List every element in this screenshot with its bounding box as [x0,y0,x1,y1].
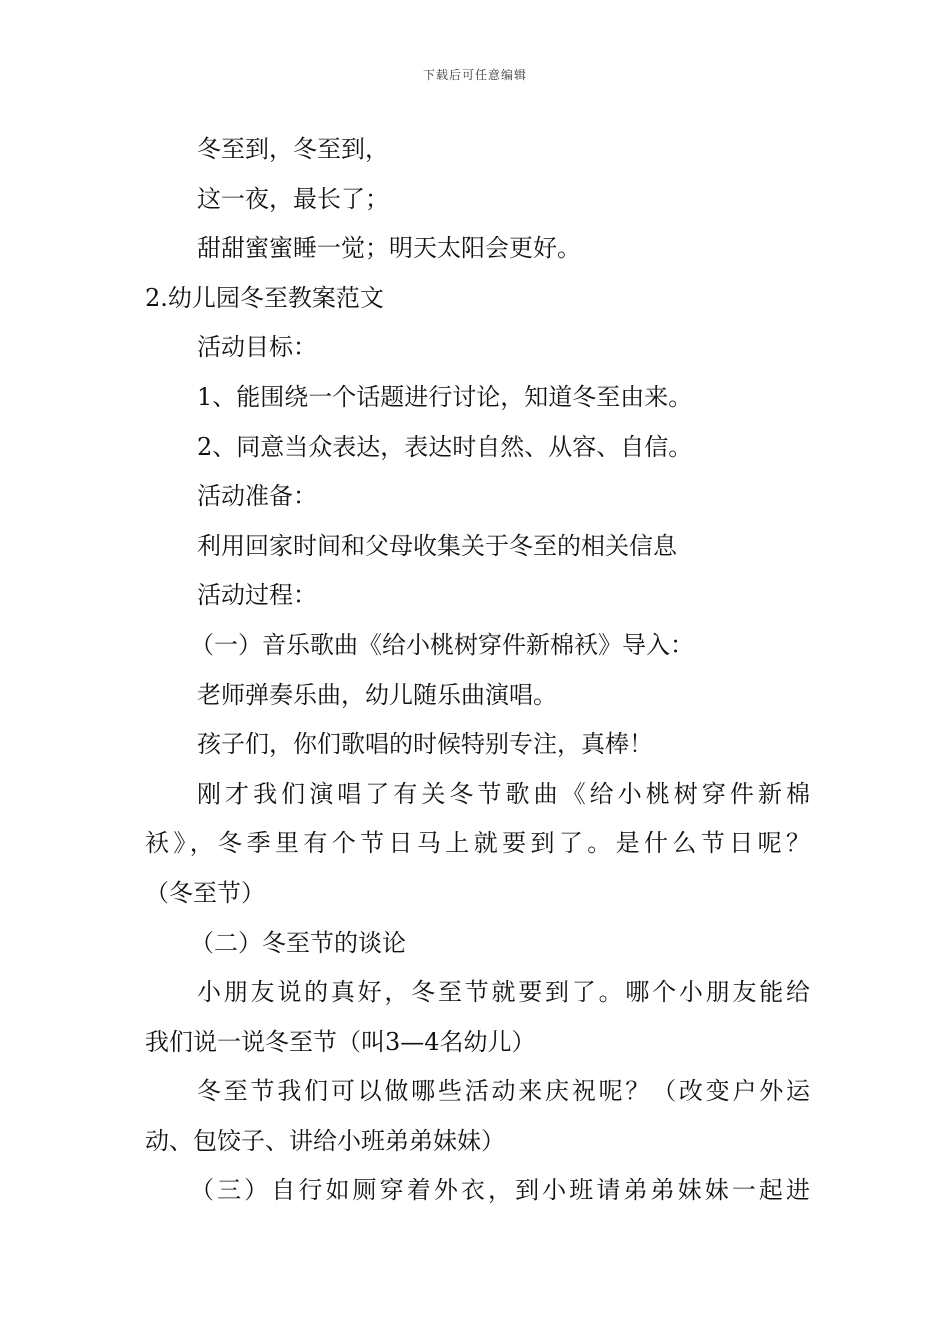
paragraph-line: 小朋友说的真好，冬至节就要到了。哪个小朋友能给 [197,978,810,1007]
step-heading: （一）音乐歌曲《给小桃树穿件新棉袄》导入： [190,630,694,659]
document-body [145,125,810,1216]
step-heading: （二）冬至节的谈论 [190,928,406,957]
paragraph-line: 我们说一说冬至节（叫3—4名幼儿） [145,1027,536,1056]
page-header: 下载后可任意编辑 [422,68,527,82]
paragraph-line: 孩子们，你们歌唱的时候特别专注，真棒！ [197,730,653,759]
paragraph-line: 动、包饺子、讲给小班弟弟妹妹） [145,1126,505,1155]
section-heading: 2.幼儿园冬至教案范文 [145,283,384,312]
step-heading: （三）自行如厕穿着外衣，到小班请弟弟妹妹一起进 [190,1176,810,1205]
paragraph-line: 老师弹奏乐曲，幼儿随乐曲演唱。 [197,680,557,709]
poem-line: 甜甜蜜蜜睡一觉；明天太阳会更好。 [197,234,581,263]
paragraph-line: 刚才我们演唱了有关冬节歌曲《给小桃树穿件新棉 [197,779,810,808]
poem-line: 冬至到，冬至到， [197,135,389,163]
objective-item: 2、同意当众表达，表达时自然、从容、自信。 [197,432,693,461]
paragraph-line: （冬至节） [145,878,265,907]
subheading-objectives: 活动目标： [197,333,317,362]
poem-line: 这一夜，最长了； [197,184,389,213]
paragraph-line: 冬至节我们可以做哪些活动来庆祝呢？（改变户外运 [197,1077,810,1106]
subheading-preparation: 活动准备： [197,482,317,511]
subheading-process: 活动过程： [197,581,317,610]
objective-item: 1、能围绕一个话题进行讨论，知道冬至由来。 [197,382,693,411]
paragraph-line: 利用回家时间和父母收集关于冬至的相关信息 [197,531,677,560]
paragraph-line: 袄》，冬季里有个节日马上就要到了。是什么节日呢？ [145,829,810,858]
